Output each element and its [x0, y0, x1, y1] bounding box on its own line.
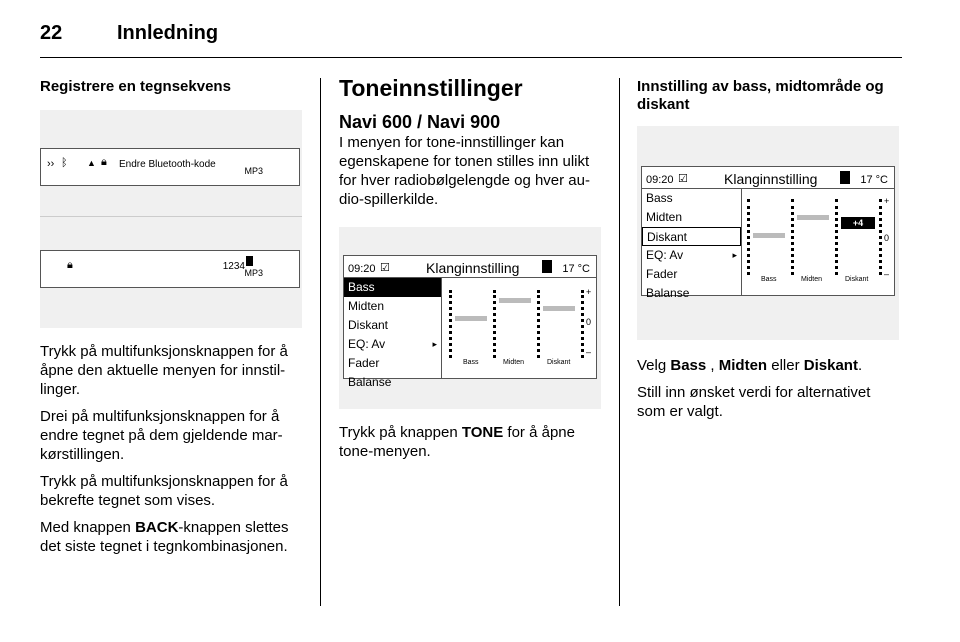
- source-label: MP3: [244, 166, 263, 176]
- middle-column: [339, 74, 605, 469]
- model-subheading: Navi 600 / Navi 900: [339, 112, 501, 132]
- diskant-level-bar: [543, 306, 575, 311]
- paragraph: Velg Bass , Midten eller Diskant.: [637, 357, 863, 374]
- menu-item-balanse[interactable]: Balanse: [646, 286, 690, 300]
- intro-paragraph: I menyen for tone-innstillinger kan egenskapene for tonen stilles inn ulikt for hver radiobølgelengde og hver au-dio-spillerkilde.: [339, 134, 590, 208]
- equalizer-display: [443, 278, 596, 378]
- arrow-right-icon: ▸: [432, 339, 437, 349]
- menu-item-eq[interactable]: EQ: Av ▸: [642, 246, 741, 265]
- menu-item-diskant[interactable]: Diskant: [348, 318, 389, 332]
- check-icon: ☑: [380, 262, 390, 274]
- page-header: [40, 18, 902, 58]
- paragraph: Trykk på knappen TONE for å åpne tone-menyen.: [339, 424, 575, 460]
- button-name: TONE: [461, 424, 504, 441]
- button-name: BACK: [135, 519, 179, 536]
- temperature: 17 °C: [562, 263, 590, 275]
- menu-item-balanse[interactable]: Balanse: [348, 375, 392, 389]
- arrows-icon: ››: [47, 158, 55, 170]
- column-divider: [619, 78, 620, 606]
- lock-icon: 🔒︎: [101, 156, 107, 168]
- menu-item-bass[interactable]: Bass: [344, 278, 441, 297]
- screen-header: [344, 256, 596, 278]
- chapter-title: Innledning: [117, 22, 219, 44]
- bluetooth-code-figure: [40, 110, 302, 328]
- paragraph: Still inn ønsket verdi for alternativet som er valgt.: [637, 384, 871, 420]
- menu-item-fader[interactable]: Fader: [348, 356, 380, 370]
- scale-column: [493, 290, 496, 358]
- option-name: Bass: [670, 357, 707, 374]
- scale-max-label: +: [884, 196, 890, 206]
- menu-item-diskant[interactable]: Diskant: [642, 227, 741, 246]
- tone-settings-screen: [641, 166, 895, 300]
- bass-level-bar: [753, 233, 785, 238]
- bass-label: Bass: [761, 276, 777, 283]
- left-column: [40, 74, 306, 564]
- paragraph: Trykk på multifunksjonsknappen for å bekrefte tegnet som vises.: [40, 473, 288, 509]
- arrow-right-icon: ▸: [732, 250, 737, 260]
- bluetooth-icon: ᛒ: [61, 157, 68, 169]
- clock: 09:20: [348, 263, 376, 275]
- midten-level-bar: [797, 215, 829, 220]
- column-divider: [320, 78, 321, 606]
- page-number: 22: [40, 22, 63, 44]
- right-column: [637, 74, 901, 429]
- menu-item-midten[interactable]: Midten: [348, 299, 385, 313]
- panel-text: Endre Bluetooth-kode: [119, 159, 216, 170]
- option-name: Midten: [718, 357, 768, 374]
- midten-label: Midten: [503, 359, 525, 366]
- section-heading: Toneinnstillinger: [339, 75, 523, 101]
- scale-zero-label: 0: [586, 317, 592, 327]
- scale-column: [537, 290, 540, 358]
- midten-label: Midten: [801, 276, 823, 283]
- menu-item-fader[interactable]: Fader: [646, 267, 678, 281]
- bass-label: Bass: [463, 359, 479, 366]
- diskant-label: Diskant: [845, 276, 869, 283]
- bluetooth-code-panel: [40, 148, 300, 186]
- scale-column: [581, 290, 584, 358]
- menu-item-eq[interactable]: EQ: Av ▸: [344, 335, 441, 354]
- diskant-label: Diskant: [547, 359, 571, 366]
- midten-level-bar: [499, 298, 531, 303]
- divider: [40, 216, 302, 217]
- phone-icon: [840, 171, 850, 184]
- scale-column: [879, 199, 882, 275]
- scale-column: [791, 199, 794, 275]
- scale-zero-label: 0: [884, 233, 890, 243]
- equalizer-display: [743, 189, 894, 295]
- screen-title: Klanginnstilling: [724, 171, 818, 187]
- tone-menu: [642, 189, 742, 300]
- paragraph: Drei på multifunksjonsknappen for å endre tegnet på dem gjeldende mar-kørstillingen.: [40, 408, 283, 463]
- temperature: 17 °C: [860, 174, 888, 186]
- scale-min-label: –: [884, 269, 890, 279]
- up-arrow-icon: ▲: [87, 158, 96, 168]
- scale-max-label: +: [586, 287, 592, 297]
- tone-settings-screen: [343, 255, 597, 389]
- screen-header: [642, 167, 894, 189]
- tone-menu: [344, 278, 442, 389]
- bass-mid-treble-figure: [637, 126, 899, 340]
- scale-column: [835, 199, 838, 275]
- phone-icon: [542, 260, 552, 273]
- scale-column: [747, 199, 750, 275]
- scale-min-label: –: [586, 347, 592, 357]
- screen-title: Klanginnstilling: [426, 260, 520, 276]
- paragraph: Med knappen BACK-knappen slettes det siste tegnet i tegnkombinasjonen.: [40, 519, 289, 555]
- clock: 09:20: [646, 174, 674, 186]
- menu-item-midten[interactable]: Midten: [646, 210, 683, 224]
- code-value: 1234: [222, 261, 245, 272]
- paragraph: Trykk på multifunksjonsknappen for å åpne den aktuelle menyen for innstil-linger.: [40, 343, 288, 398]
- check-icon: ☑: [678, 173, 688, 185]
- menu-item-bass[interactable]: Bass: [646, 191, 673, 205]
- option-name: Diskant: [803, 357, 858, 374]
- code-entry-panel: [40, 250, 300, 288]
- section-heading: Innstilling av bass, midtområde og diskant: [637, 78, 884, 113]
- scale-column: [449, 290, 452, 358]
- diskant-value-badge: +4: [841, 217, 875, 229]
- bass-level-bar: [455, 316, 487, 321]
- tone-settings-figure: [339, 227, 601, 409]
- section-heading: Registrere en tegnsekvens: [40, 78, 231, 95]
- source-label: MP3: [244, 268, 263, 278]
- lock-icon: 🔒︎: [67, 259, 73, 271]
